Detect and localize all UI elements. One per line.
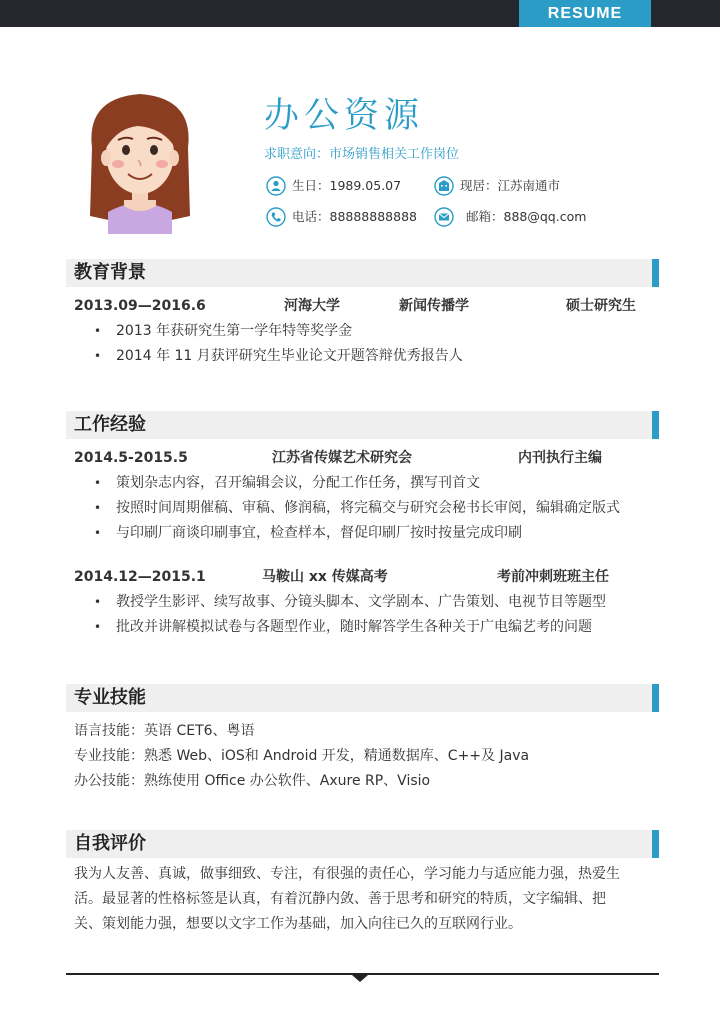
bullet: • (94, 349, 102, 363)
section-accent-bar (652, 830, 659, 858)
bottom-divider-arrow (352, 975, 368, 982)
mail-icon (434, 207, 454, 227)
education-major: 新闻传播学 (399, 298, 469, 314)
skill-line: 语言技能：英语 CET6、粤语 (74, 723, 255, 739)
skills-section-header (66, 684, 659, 712)
self-eval-line: 我为人友善、真诚，做事细致、专注，有很强的责任心，学习能力与适应能力强，热爱生 (74, 866, 620, 882)
job-org: 江苏省传媒艺术研究会 (272, 450, 412, 466)
education-degree: 硕士研究生 (566, 298, 636, 314)
work-section-header (66, 411, 659, 439)
job-org: 马鞍山 xx 传媒高考 (262, 569, 388, 585)
self-eval-title: 自我评价 (74, 833, 146, 854)
avatar (78, 88, 202, 234)
job-role: 考前冲刺班班主任 (497, 569, 609, 585)
residence-text: 现居：江苏南通市 (460, 178, 561, 193)
education-title: 教育背景 (74, 262, 146, 283)
job-period: 2014.12—2015.1 (74, 569, 206, 585)
list-item-text: 批改并讲解模拟试卷与各题型作业，随时解答学生各种关于广电编艺考的问题 (116, 619, 592, 635)
bullet: • (94, 501, 102, 515)
phone-icon (266, 207, 286, 227)
list-item-text: 2013 年获研究生第一学年特等奖学金 (116, 323, 353, 339)
list-item-text: 按照时间周期催稿、审稿、修润稿，将完稿交与研究会秘书长审阅，编辑确定版式 (116, 500, 620, 516)
bullet: • (94, 620, 102, 634)
education-school: 河海大学 (284, 298, 340, 314)
bullet: • (94, 476, 102, 490)
list-item-text: 与印刷厂商谈印刷事宜，检查样本，督促印刷厂按时按量完成印刷 (116, 525, 522, 541)
self-eval-section-header (66, 830, 659, 858)
building-icon (434, 176, 454, 196)
job-role: 内刊执行主编 (518, 450, 602, 466)
list-item-text: 策划杂志内容，召开编辑会议，分配工作任务，撰写刊首文 (116, 475, 480, 491)
resume-tab: RESUME (519, 0, 651, 27)
skill-line: 专业技能：熟悉 Web、iOS和 Android 开发，精通数据库、C++及 Java (74, 748, 530, 764)
bullet: • (94, 526, 102, 540)
work-title: 工作经验 (74, 414, 146, 435)
self-eval-line: 关、策划能力强，想要以文字工作为基础，加入向往已久的互联网行业。 (74, 916, 522, 932)
education-period: 2013.09—2016.6 (74, 298, 206, 314)
section-accent-bar (652, 684, 659, 712)
self-eval-line: 活。最显著的性格标签是认真，有着沉静内敛、善于思考和研究的特质，文字编辑、把 (74, 891, 606, 907)
email-text: 邮箱：888@qq.com (466, 209, 587, 224)
section-accent-bar (652, 259, 659, 287)
birthday-text: 生日：1989.05.07 (292, 178, 402, 193)
list-item-text: 教授学生影评、续写故事、分镜头脚本、文学剧本、广告策划、电视节目等题型 (116, 594, 606, 610)
job-intent: 求职意向：市场销售相关工作岗位 (264, 147, 460, 162)
skill-line: 办公技能：熟练使用 Office 办公软件、Axure RP、Visio (74, 773, 431, 789)
bullet: • (94, 324, 102, 338)
candidate-name: 办公资源 (264, 96, 425, 136)
person-icon (266, 176, 286, 196)
phone-text: 电话：88888888888 (292, 209, 417, 224)
section-accent-bar (652, 411, 659, 439)
skills-title: 专业技能 (74, 687, 146, 708)
job-period: 2014.5-2015.5 (74, 450, 188, 466)
education-section-header (66, 259, 659, 287)
list-item-text: 2014 年 11 月获评研究生毕业论文开题答辩优秀报告人 (116, 348, 463, 364)
bullet: • (94, 595, 102, 609)
